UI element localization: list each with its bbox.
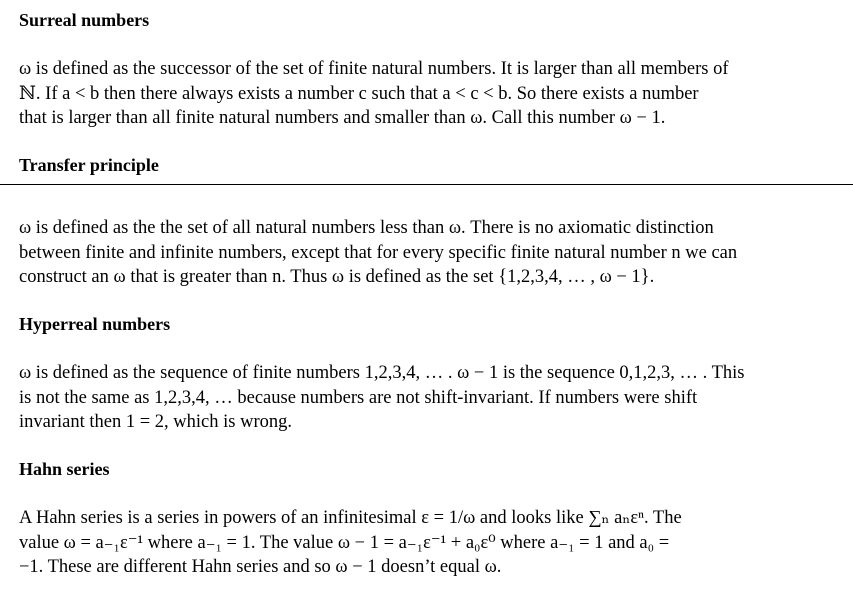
paragraph-hahn-series	[19, 506, 839, 580]
heading-hyperreal-numbers: Hyperreal numbers	[19, 314, 171, 334]
heading-hahn-series: Hahn series	[19, 459, 110, 479]
paragraph-line: invariant then 1 = 2, which is wrong.	[19, 412, 292, 432]
paragraph-line: value ω = a₋₁ε⁻¹ where a₋₁ = 1. The value ω − 1 = a₋₁ε⁻¹ + a₀ε⁰ where a₋₁ = 1 and a₀ =	[19, 532, 670, 553]
paragraph-line: between finite and infinite numbers, except that for every specific finite natural number n we can	[19, 242, 738, 263]
paragraph-transfer-principle	[19, 216, 839, 290]
heading-surreal-numbers: Surreal numbers	[19, 10, 150, 30]
paragraph-line: is not the same as 1,2,3,4, … because numbers are not shift-invariant. If numbers were shift	[19, 387, 698, 408]
paragraph-surreal-numbers	[19, 57, 839, 131]
paragraph-line: ω is defined as the sequence of finite numbers 1,2,3,4, … . ω − 1 is the sequence 0,1,2,3, … . This	[19, 363, 745, 383]
paragraph-line: that is larger than all finite natural numbers and smaller than ω. Call this number ω − 1.	[19, 108, 666, 128]
paragraph-line: −1. These are different Hahn series and so ω − 1 doesn’t equal ω.	[19, 557, 502, 577]
paragraph-hyperreal-numbers	[19, 361, 839, 435]
heading-transfer-principle: Transfer principle	[19, 155, 159, 175]
paragraph-line: ℕ. If a < b then there always exists a number c such that a < c < b. So there exists a number	[19, 83, 699, 104]
paragraph-line: ω is defined as the the set of all natural numbers less than ω. There is no axiomatic distinction	[19, 218, 714, 238]
paragraph-line: A Hahn series is a series in powers of an infinitesimal ε = 1/ω and looks like ∑ₙ aₙεⁿ. The	[19, 508, 682, 528]
paragraph-line: construct an ω that is greater than n. Thus ω is defined as the set {1,2,3,4, … , ω − 1}.	[19, 267, 655, 287]
horizontal-divider	[0, 184, 853, 185]
paragraph-line: ω is defined as the successor of the set of finite natural numbers. It is larger than all members of	[19, 59, 729, 79]
